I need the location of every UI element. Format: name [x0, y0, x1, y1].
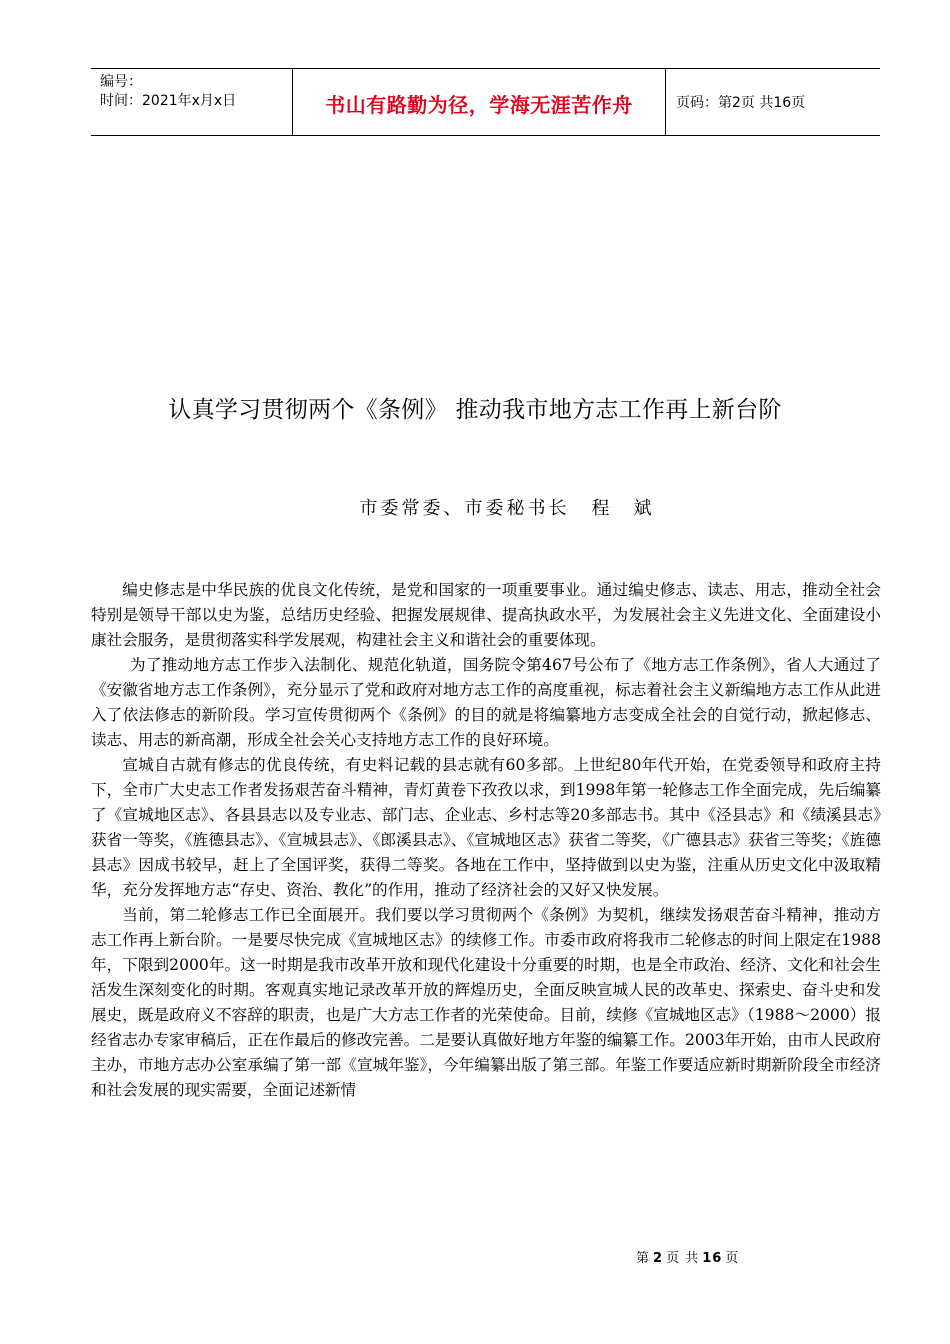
motto-text: 书山有路勤为径，学海无涯苦作舟	[325, 92, 633, 117]
paragraph: 当前，第二轮修志工作已全面展开。我们要以学习贯彻两个《条例》为契机，继续发扬艰苦奋斗精神，推动方志工作再上新台阶。一是要尽快完成《宣城地区志》的续修工作。市委市政府将我市二轮修志的时间上限定在1988年，下限到2000年。这一时期是我市改革开放和现代化建设十分重要的时期，也是全市政治、经济、文化和社会生活发生深刻变化的时期。客观真实地记录改革开放的辉煌历史，全面反映宣城人民的改革史、探索史、奋斗史和发展史，既是政府义不容辞的职责，也是广大方志工作者的光荣使命。目前，续修《宣城地区志》（1988～2000）报经省志办专家审稿后，正在作最后的修改完善。二是要认真做好地方年鉴的编纂工作。2003年开始，由市人民政府主办，市地方志办公室承编了第一部《宣城年鉴》，今年编纂出版了第三部。年鉴工作要适应新时期新阶段全市经济和社会发展的现实需要，全面记述新情	[91, 906, 881, 1099]
author-line	[0, 494, 950, 520]
header-motto-cell	[293, 69, 666, 135]
author-role: 市委常委、市委秘书长	[359, 498, 570, 519]
footer-prefix: 第	[636, 1251, 651, 1266]
serial-label: 编号：	[100, 74, 142, 90]
footer-total-pages: 16	[702, 1251, 723, 1266]
footer-middle: 页 共	[666, 1251, 700, 1266]
header-meta-cell	[91, 69, 293, 135]
footer-page-number: 2	[653, 1251, 664, 1266]
footer-suffix: 页	[725, 1251, 740, 1266]
page-footer	[636, 1247, 739, 1266]
paragraph: 编史修志是中华民族的优良文化传统，是党和国家的一项重要事业。通过编史修志、读志、用志，推动全社会特别是领导干部以史为鉴，总结历史经验、把握发展规律、提高执政水平，为发展社会主义先进文化、全面建设小康社会服务，是贯彻落实科学发展观，构建社会主义和谐社会的重要体现。	[91, 581, 881, 649]
document-body	[91, 578, 881, 1103]
header-page-cell	[666, 69, 880, 135]
paragraph: 为了推动地方志工作步入法制化、规范化轨道，国务院令第467号公布了《地方志工作条例》，省人大通过了《安徽省地方志工作条例》，充分显示了党和政府对地方志工作的高度重视，标志着社会主义新编地方志工作从此进入了依法修志的新阶段。学习宣传贯彻两个《条例》的目的就是将编纂地方志变成全社会的自觉行动，掀起修志、读志、用志的新高潮，形成全社会关心支持地方志工作的良好环境。	[91, 656, 881, 749]
time-label: 时间：2021年x月x日	[100, 93, 237, 109]
document-title: 认真学习贯彻两个《条例》 推动我市地方志工作再上新台阶	[168, 397, 782, 423]
paragraph: 宣城自古就有修志的优良传统，有史料记载的县志就有60多部。上世纪80年代开始，在党委领导和政府主持下，全市广大史志工作者发扬艰苦奋斗精神，青灯黄卷下孜孜以求，到1998年第一轮修志工作全面完成，先后编纂了《宣城地区志》、各县县志以及专业志、部门志、企业志、乡村志等20多部志书。其中《泾县志》和《绩溪县志》获省一等奖，《旌德县志》、《宣城县志》、《郎溪县志》、《宣城地区志》获省二等奖，《广德县志》获省三等奖；《旌德县志》因成书较早，赶上了全国评奖，获得二等奖。各地在工作中，坚持做到以史为鉴，注重从历史文化中汲取精华，充分发挥地方志“存史、资治、教化”的作用，推动了经济社会的又好又快发展。	[91, 756, 881, 899]
author-name: 程 斌	[591, 498, 655, 519]
page-info: 页码：第2页 共16页	[676, 95, 806, 111]
header-table	[91, 68, 880, 136]
